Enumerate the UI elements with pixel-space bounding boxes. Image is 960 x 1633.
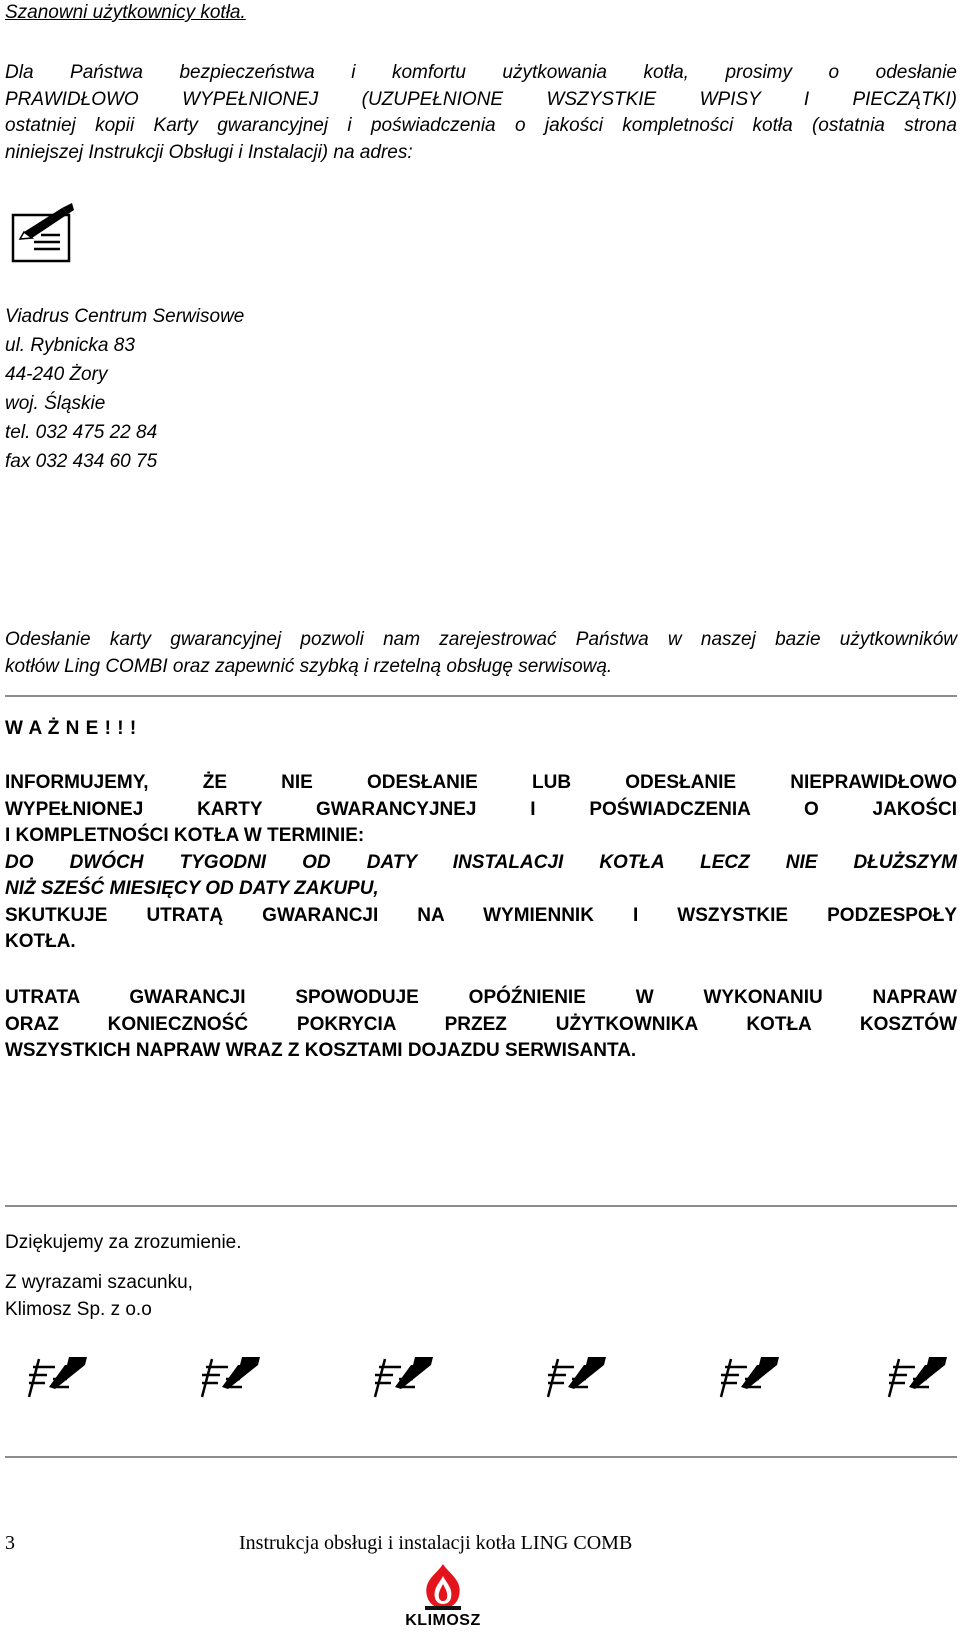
deadline-line: NIŻ SZEŚĆ MIESIĘCY OD DATY ZAKUPU, bbox=[5, 878, 379, 899]
intro-line: ostatniej kopii Karty gwarancyjnej i poświadczenia o jakości kompletności kotła (ostatnia strona bbox=[5, 115, 957, 136]
deadline-line: DO DWÓCH TYGODNI OD DATY INSTALACJI KOTŁA LECZ NIE DŁUŻSZYM bbox=[5, 851, 957, 873]
intro-line: Dla Państwa bezpieczeństwa i komfortu użytkowania kotła, prosimy o odesłanie bbox=[5, 62, 957, 83]
footer-title: Instrukcja obsługi i instalacji kotła LING COMB bbox=[239, 1532, 633, 1554]
stamp-row bbox=[5, 1355, 957, 1403]
intro-line: niniejszej Instrukcji Obsługi i Instalacji) na adres: bbox=[5, 141, 413, 163]
warning-paragraph bbox=[5, 770, 957, 956]
salutation: Szanowni użytkownicy kotła. bbox=[5, 2, 246, 23]
intro-paragraph bbox=[5, 60, 957, 166]
info-line: WYPEŁNIONEJ KARTY GWARANCYJNEJ I POŚWIADCZENIA O JAKOŚCI bbox=[5, 798, 957, 820]
registration-line: kotłów Ling COMBI oraz zapewnić szybką i rzetelną obsługę serwisową. bbox=[5, 655, 613, 677]
registration-line: Odesłanie karty gwarancyjnej pozwoli nam zarejestrować Państwa w naszej bazie użytkowników bbox=[5, 629, 957, 650]
divider bbox=[5, 695, 957, 697]
pen-writing-icon bbox=[371, 1355, 437, 1401]
document-page bbox=[5, 0, 957, 1633]
address-city: 44-240 Żory bbox=[5, 364, 108, 385]
company-name: Klimosz Sp. z o.o bbox=[5, 1298, 152, 1320]
loss-line: WSZYSTKICH NAPRAW WRAZ Z KOSZTAMI DOJAZDU SERWISANTA. bbox=[5, 1040, 637, 1061]
pen-writing-icon bbox=[198, 1355, 264, 1401]
pen-and-letter-icon bbox=[10, 202, 76, 264]
pen-writing-icon bbox=[544, 1355, 610, 1401]
intro-line: PRAWIDŁOWO WYPEŁNIONEJ (UZUPEŁNIONE WSZYSTKIE WPISY I PIECZĄTKI) bbox=[5, 88, 957, 110]
address-name: Viadrus Centrum Serwisowe bbox=[5, 306, 245, 327]
klimosz-logo bbox=[395, 1562, 491, 1632]
warning-title: W A Ż N E ! ! ! bbox=[5, 718, 137, 739]
loss-line: UTRATA GWARANCJI SPOWODUJE OPÓŹNIENIE W WYKONANIU NAPRAW bbox=[5, 987, 957, 1008]
address-fax: fax 032 434 60 75 bbox=[5, 451, 158, 472]
divider bbox=[5, 1456, 957, 1458]
address-street: ul. Rybnicka 83 bbox=[5, 335, 135, 356]
address-region: woj. Śląskie bbox=[5, 393, 106, 414]
info-line: I KOMPLETNOŚCI KOTŁA W TERMINIE: bbox=[5, 825, 365, 846]
pen-writing-icon bbox=[885, 1355, 951, 1401]
consequence-line: KOTŁA. bbox=[5, 931, 76, 952]
signature-block bbox=[5, 1270, 193, 1323]
pen-writing-icon bbox=[717, 1355, 783, 1401]
pen-writing-icon bbox=[25, 1355, 91, 1401]
divider bbox=[5, 1205, 957, 1207]
address-phone: tel. 032 475 22 84 bbox=[5, 422, 158, 443]
loss-line: ORAZ KONIECZNOŚĆ POKRYCIA PRZEZ UŻYTKOWNIKA KOTŁA KOSZTÓW bbox=[5, 1013, 957, 1035]
page-number: 3 bbox=[5, 1532, 15, 1554]
info-line: INFORMUJEMY, ŻE NIE ODESŁANIE LUB ODESŁANIE NIEPRAWIDŁOWO bbox=[5, 772, 957, 793]
logo-text: KLIMOSZ bbox=[405, 1612, 481, 1629]
thanks-text: Dziękujemy za zrozumienie. bbox=[5, 1232, 242, 1253]
address-block bbox=[5, 302, 244, 476]
regards-text: Z wyrazami szacunku, bbox=[5, 1272, 193, 1293]
consequence-line: SKUTKUJE UTRATĄ GWARANCJI NA WYMIENNIK I WSZYSTKIE PODZESPOŁY bbox=[5, 904, 957, 926]
warranty-loss-paragraph bbox=[5, 985, 957, 1065]
registration-paragraph bbox=[5, 627, 957, 680]
klimosz-flame-logo-icon bbox=[419, 1562, 467, 1612]
